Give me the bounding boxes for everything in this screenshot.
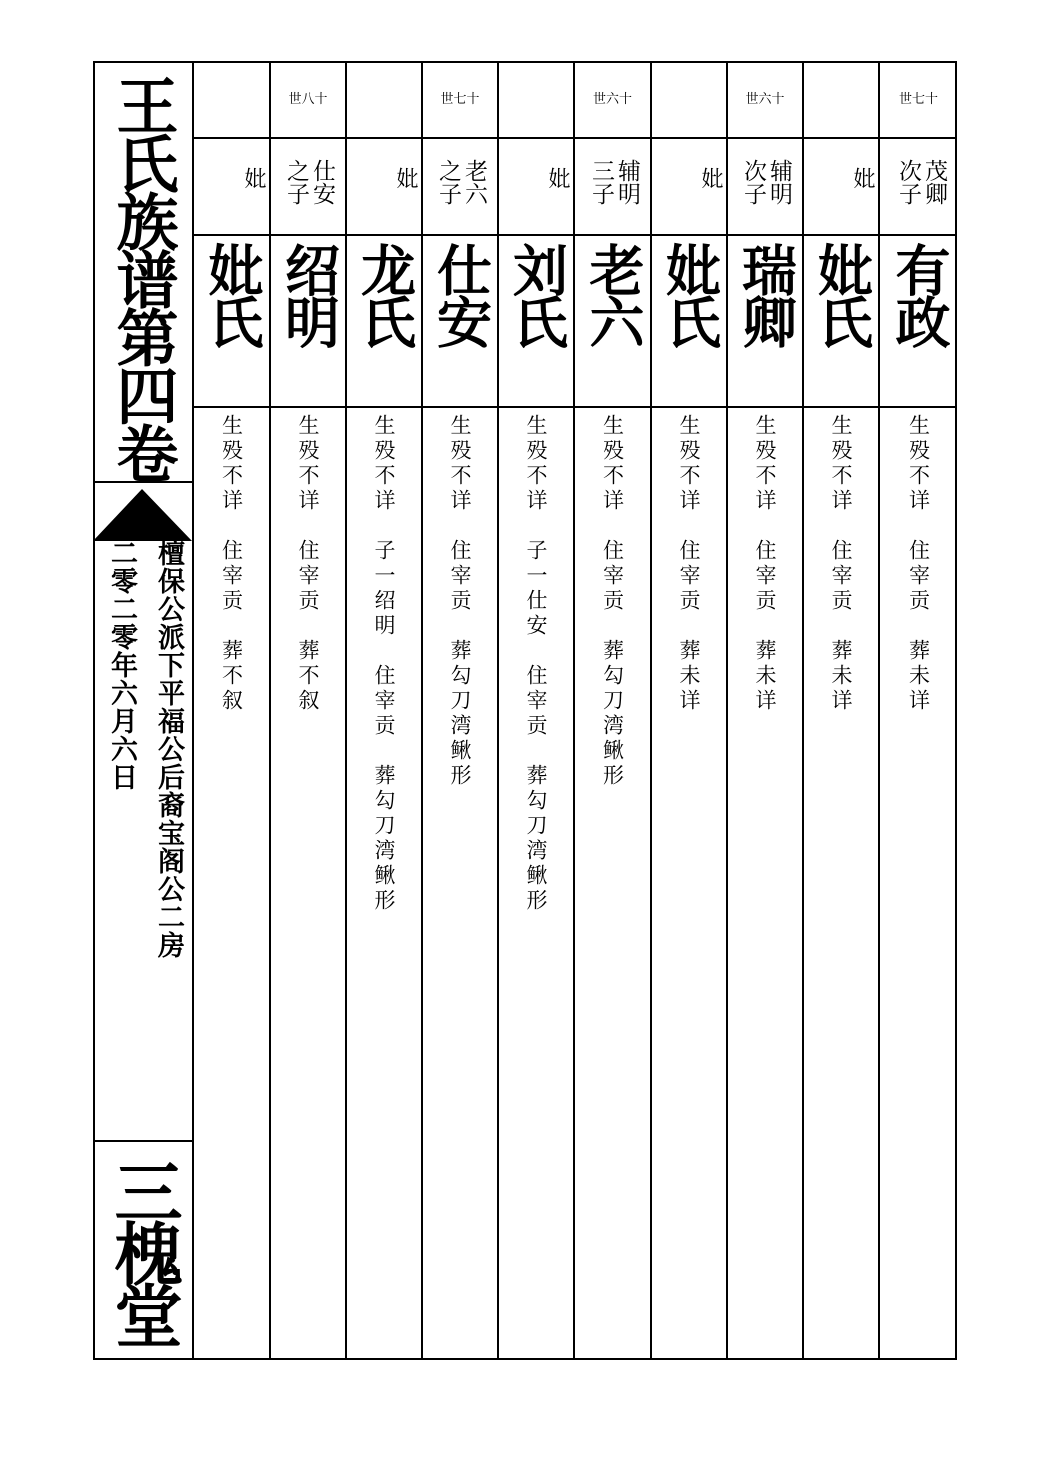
relation-text: 辅明次子 (740, 159, 792, 205)
relation-text: 妣 (393, 167, 418, 189)
relation-text: 妣 (850, 167, 875, 189)
entry-column (804, 61, 880, 1360)
relation-cell (575, 139, 650, 236)
generation-cell (194, 61, 269, 139)
generation-cell (652, 61, 726, 139)
name-cell (880, 236, 957, 408)
name-cell (499, 236, 573, 408)
person-name: 有政 (886, 242, 952, 346)
relation-cell (804, 139, 878, 236)
person-name: 绍明 (276, 242, 341, 346)
name-cell (652, 236, 726, 408)
person-name: 妣氏 (657, 242, 722, 346)
name-cell (728, 236, 802, 408)
relation-cell (728, 139, 802, 236)
relation-cell (347, 139, 421, 236)
generation-cell: 世八十 (271, 61, 345, 139)
detail-text: 生殁不详 住宰贡 葬不叙 (219, 414, 244, 714)
relation-cell (194, 139, 269, 236)
entry-column (728, 61, 804, 1360)
genealogy-grid (194, 61, 957, 1360)
relation-text: 妣 (241, 167, 266, 189)
relation-text: 妣 (545, 167, 570, 189)
generation-cell (499, 61, 573, 139)
entry-column (271, 61, 347, 1360)
relation-text: 茂卿次子 (895, 159, 947, 205)
entry-column (194, 61, 271, 1360)
detail-text: 生殁不详 住宰贡 葬勾刀湾鳅形 (448, 414, 472, 789)
detail-text: 生殁不详 子一绍明 住宰贡 葬勾刀湾鳅形 (372, 414, 396, 914)
relation-text: 辅明三子 (588, 159, 640, 205)
hall-name: 三槐堂 (103, 1157, 183, 1343)
relation-cell (423, 139, 497, 236)
book-title: 王氏族谱第四卷 (106, 74, 179, 480)
name-cell (575, 236, 650, 408)
generation-cell (804, 61, 878, 139)
person-name: 仕安 (428, 242, 493, 346)
detail-text: 生殁不详 子一仕安 住宰贡 葬勾刀湾鳅形 (524, 414, 548, 914)
person-name: 妣氏 (809, 242, 874, 346)
detail-text: 生殁不详 住宰贡 葬未详 (677, 414, 701, 714)
relation-text: 仕安之子 (283, 159, 335, 205)
person-name: 刘氏 (504, 242, 569, 346)
name-cell (423, 236, 497, 408)
generation-cell (347, 61, 421, 139)
divider (93, 481, 192, 483)
name-cell (271, 236, 345, 408)
entry-column (499, 61, 575, 1360)
compile-date: 二零二零年六月六日 (106, 539, 137, 791)
relation-cell (880, 139, 957, 236)
entry-column (880, 61, 957, 1360)
divider (93, 1140, 192, 1142)
relation-cell (652, 139, 726, 236)
relation-text: 妣 (698, 167, 723, 189)
name-cell (804, 236, 878, 408)
relation-cell (271, 139, 345, 236)
detail-text: 生殁不详 住宰贡 葬未详 (906, 414, 931, 714)
branch-lineage: 檀保公派下平福公后裔宝阁公二房 (153, 539, 184, 959)
generation-cell: 世六十 (575, 61, 650, 139)
generation-cell: 世七十 (423, 61, 497, 139)
generation-cell: 世七十 (880, 61, 957, 139)
name-cell (194, 236, 269, 408)
detail-text: 生殁不详 住宰贡 葬勾刀湾鳅形 (600, 414, 625, 789)
person-name: 瑞卿 (733, 242, 798, 346)
detail-text: 生殁不详 住宰贡 葬不叙 (296, 414, 320, 714)
entry-column (347, 61, 423, 1360)
triangle-ornament (93, 489, 192, 541)
relation-text: 老六之子 (435, 159, 487, 205)
name-cell (347, 236, 421, 408)
person-name: 龙氏 (352, 242, 417, 346)
relation-cell (499, 139, 573, 236)
entry-column (423, 61, 499, 1360)
person-name: 老六 (580, 242, 646, 346)
detail-text: 生殁不详 住宰贡 葬未详 (753, 414, 777, 714)
detail-text: 生殁不详 住宰贡 葬未详 (829, 414, 853, 714)
person-name: 妣氏 (199, 242, 265, 346)
title-column (93, 61, 194, 1360)
entry-column (575, 61, 652, 1360)
generation-cell: 世六十 (728, 61, 802, 139)
entry-column (652, 61, 728, 1360)
